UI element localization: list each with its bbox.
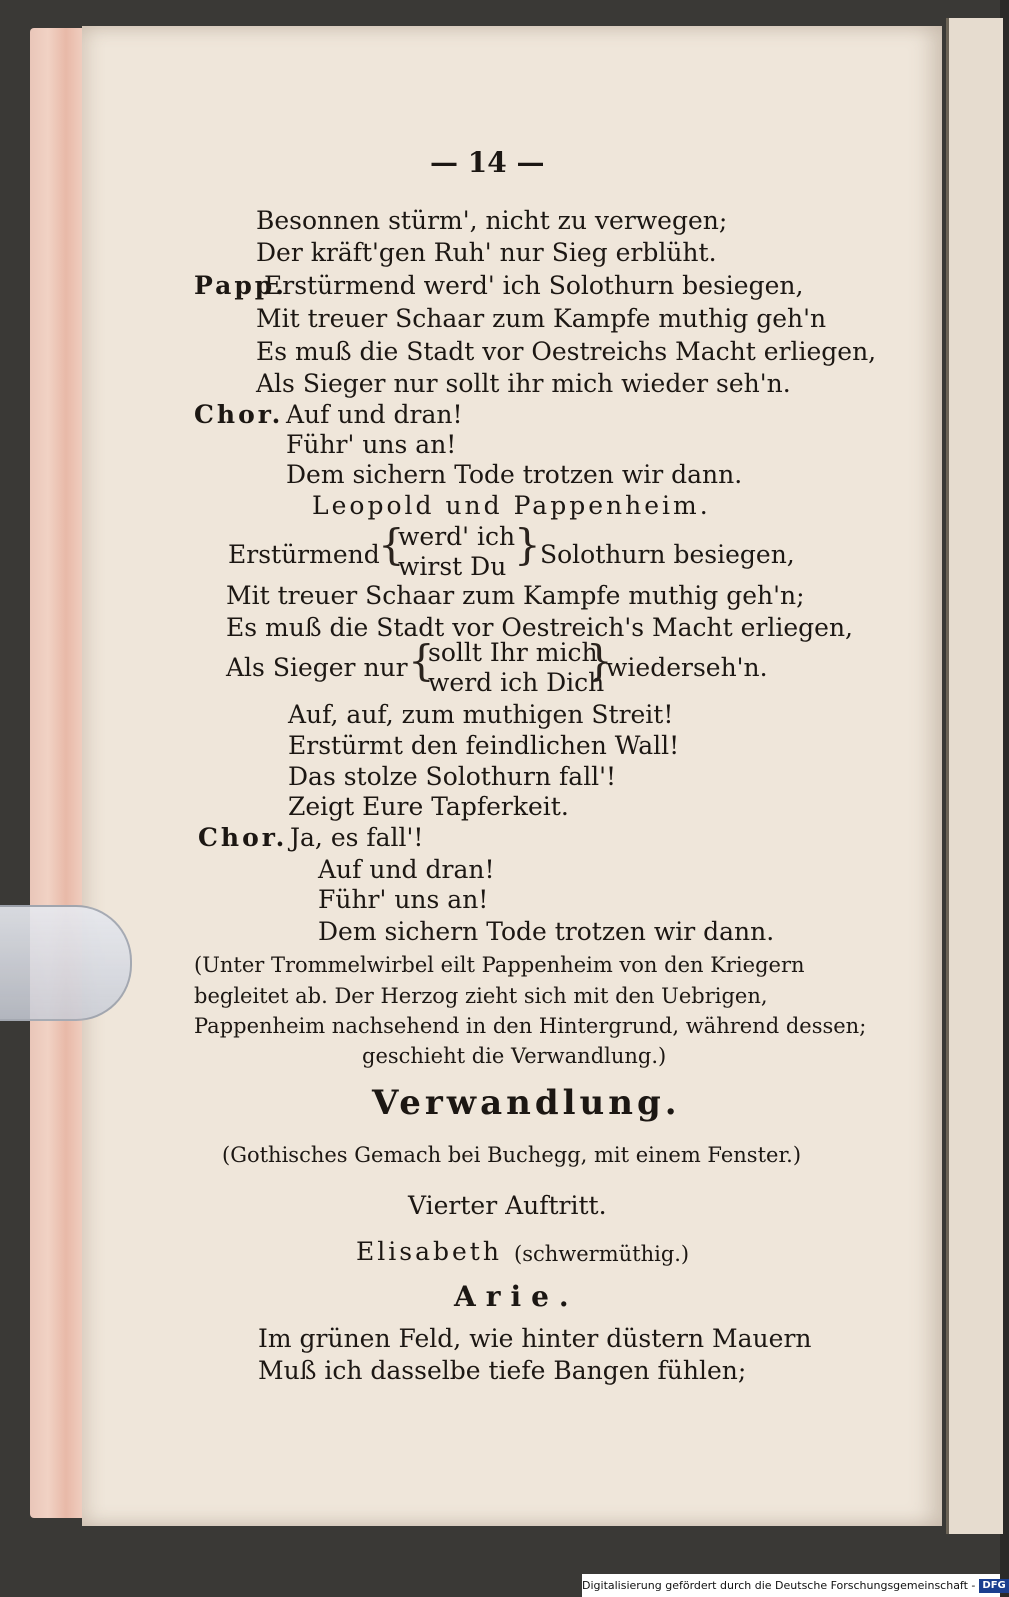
footer-text: Digitalisierung gefördert durch die Deutsche Forschungsgemeinschaft - xyxy=(582,1579,976,1592)
verse-line: Muß ich dasselbe tiefe Bangen fühlen; xyxy=(258,1356,747,1385)
verse-line: Ja, es fall'! xyxy=(290,823,424,852)
act-heading: Vierter Auftritt. xyxy=(408,1191,607,1220)
verse-line: Erstürmend xyxy=(228,540,380,569)
verse-line: Zeigt Eure Tapferkeit. xyxy=(288,792,569,821)
dfg-logo: DFG xyxy=(979,1579,1008,1593)
verse-line: Auf und dran! xyxy=(286,400,463,429)
brace-right: } xyxy=(514,520,541,569)
verse-line: Als Sieger nur xyxy=(226,653,408,682)
verse-line: Besonnen stürm', nicht zu verwegen; xyxy=(256,206,728,235)
verse-line: Auf und dran! xyxy=(318,855,495,884)
verse-line: Auf, auf, zum muthigen Streit! xyxy=(288,700,674,729)
speaker-label: Leopold und Pappenheim. xyxy=(312,491,711,520)
verse-line: Dem sichern Tode trotzen wir dann. xyxy=(318,917,775,946)
verse-line: Im grünen Feld, wie hinter düstern Mauern xyxy=(258,1324,812,1353)
verse-variant: werd' ich xyxy=(398,522,516,551)
stage-direction: geschieht die Verwandlung.) xyxy=(362,1044,667,1068)
brace-left: { xyxy=(378,520,405,569)
verse-line: Erstürmt den feindlichen Wall! xyxy=(288,731,680,760)
scene-title: Verwandlung. xyxy=(372,1083,681,1123)
verse-variant: werd ich Dich xyxy=(428,668,605,697)
verse-line: Mit treuer Schaar zum Kampfe muthig geh'n xyxy=(256,304,827,333)
verse-line: wiederseh'n. xyxy=(606,653,768,682)
verse-line: Führ' uns an! xyxy=(286,430,457,459)
verse-line: Das stolze Solothurn fall'! xyxy=(288,762,617,791)
verse-line: Es muß die Stadt vor Oestreichs Macht erliegen, xyxy=(256,337,877,366)
verse-line: Es muß die Stadt vor Oestreich's Macht erliegen, xyxy=(226,613,854,642)
verse-line: Als Sieger nur sollt ihr mich wieder seh'n. xyxy=(256,369,791,398)
speaker-label: Elisabeth xyxy=(356,1237,502,1266)
speaker-label: Chor. xyxy=(198,823,288,852)
brace-left: { xyxy=(408,636,435,685)
speaker-label: Chor. xyxy=(194,400,284,429)
scene-description: (Gothisches Gemach bei Buchegg, mit einem Fenster.) xyxy=(222,1143,802,1167)
verse-variant: sollt Ihr mich xyxy=(428,638,598,667)
page-number: — 14 — xyxy=(430,146,545,179)
digitization-footer xyxy=(582,1574,1006,1597)
stage-direction: Pappenheim nachsehend in den Hintergrund, während dessen; xyxy=(194,1014,867,1038)
aria-heading: Arie. xyxy=(454,1280,579,1313)
verse-line: Dem sichern Tode trotzen wir dann. xyxy=(286,460,743,489)
speaker-label: Papp. xyxy=(194,271,287,300)
brace-right: } xyxy=(586,636,613,685)
stage-direction: (schwermüthig.) xyxy=(514,1242,690,1266)
verse-line: Solothurn besiegen, xyxy=(540,540,795,569)
verse-variant: wirst Du xyxy=(398,552,507,581)
verse-line: Führ' uns an! xyxy=(318,885,489,914)
stage-direction: begleitet ab. Der Herzog zieht sich mit den Uebrigen, xyxy=(194,984,768,1008)
stage-direction: (Unter Trommelwirbel eilt Pappenheim von den Kriegern xyxy=(194,953,805,977)
verse-line: Erstürmend werd' ich Solothurn besiegen, xyxy=(264,271,804,300)
verse-line: Der kräft'gen Ruh' nur Sieg erblüht. xyxy=(256,238,717,267)
verse-line: Mit treuer Schaar zum Kampfe muthig geh'n; xyxy=(226,581,805,610)
